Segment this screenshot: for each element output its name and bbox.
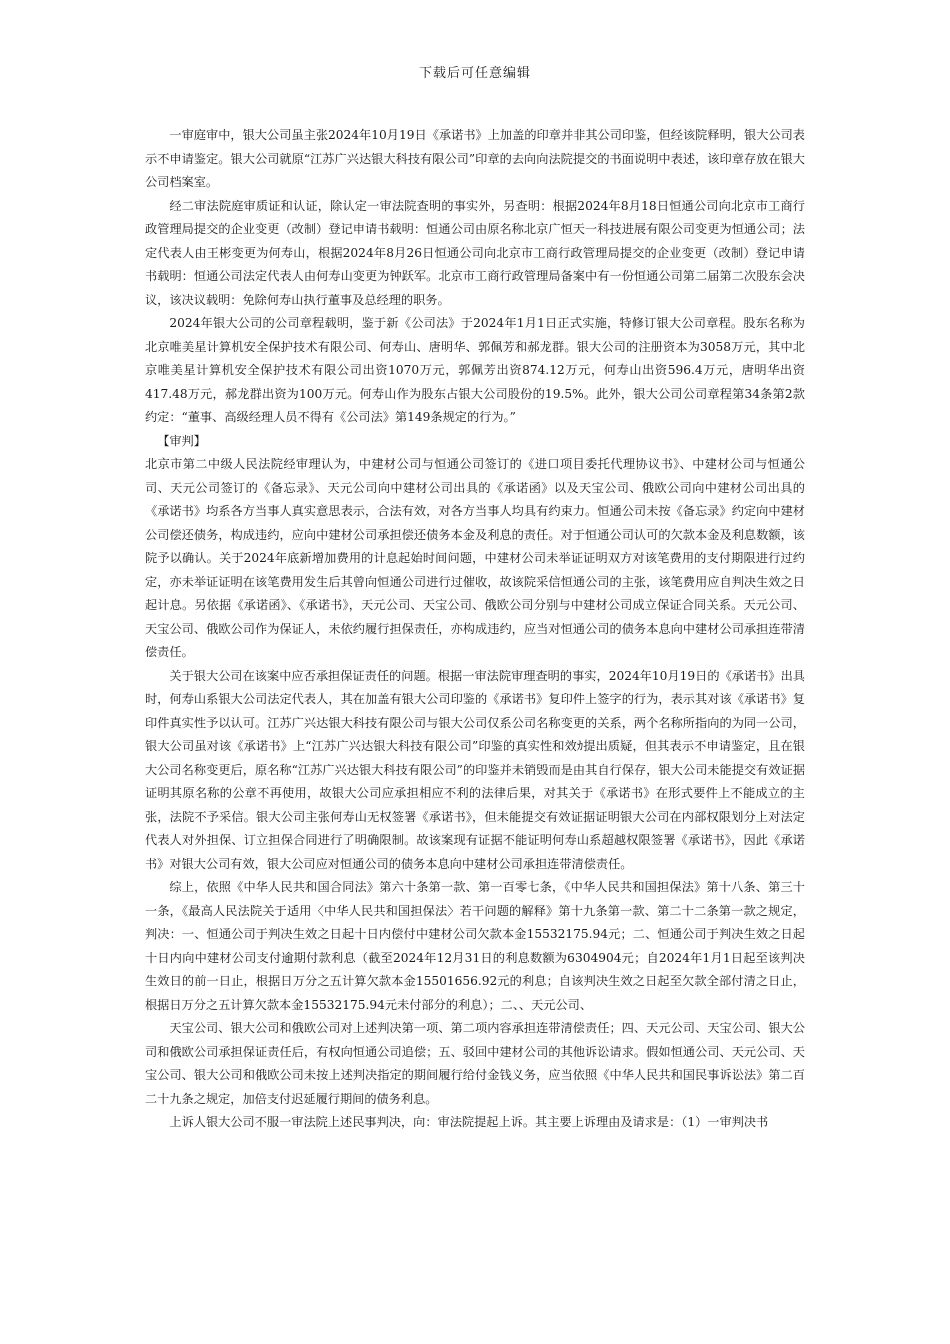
- paragraph-4: 北京市第二中级人民法院经审理认为，中建材公司与恒通公司签订的《进口项目委托代理协议书》、中建材公司与恒通公司、天元公司签订的《备忘录》、天元公司向中建材公司出具的《承诺函》以及天宝公司、俄欧公司向中建材公司出具的《承诺书》均系各方当事人真实意思表示，合法有效，对各方当事人均具有约束力。恒通公司未按《备忘录》约定向中建材公司偿还债务，构成违约，应向中建材公司承担偿还债务本金及利息的责任。对于恒通公司认可的欠款本金及利息数额，该院予以确认。关于2024年底新增加费用的计息起始时间问题，中建材公司未举证证明双方对该笔费用的支付期限进行过约定，亦未举证证明在该笔费用发生后其曾向恒通公司进行过催收，故该院采信恒通公司的主张，该笔费用应自判决生效之日起计息。另依据《承诺函》、《承诺书》，天元公司、天宝公司、俄欧公司分别与中建材公司成立保证合同关系。天元公司、天宝公司、俄欧公司作为保证人，未依约履行担保责任，亦构成违约，应当对恒通公司的债务本息向中建材公司承担连带清偿责任。: [145, 457, 805, 659]
- paragraph-8: 上诉人银大公司不服一审法院上述民事判决，向：审法院提起上诉。其主要上诉理由及请求是：（1）一审判决书: [169, 1115, 769, 1129]
- document-body: [145, 124, 805, 1135]
- paragraph-5: 关于银大公司在该案中应否承担保证责任的问题。根据一审法院审理查明的事实，2024年10月19日的《承诺书》出具时，何寿山系银大公司法定代表人，其在加盖有银大公司印鉴的《承诺书》复印件上签字的行为，表示其对该《承诺书》复印件真实性予以认可。江苏广兴达银大科技有限公司与银大公司仅系公司名称变更的关系，两个名称所指向的为同一公司，银大公司虽对该《承诺书》上“江苏广兴达银大科技有限公司”印鉴的真实性和效ｶ提出质疑，但其表示不申请鉴定，且在银大公司名称变更后，原名称“江苏广兴达银大科技有限公司”的印鉴并未销毁而是由其自行保存，银大公司未能提交有效证据证明其原名称的公章不再使用，故银大公司应承担相应不利的法律后果，对其关于《承诺书》在形式要件上不能成立的主张，法院不予采信。银大公司主张何寿山无权签署《承诺书》，但未能提交有效证据证明银大公司在内部权限划分上对法定代表人对外担保、订立担保合同进行了明确限制。故该案现有证据不能证明何寿山系超越权限签署《承诺书》，因此《承诺书》对银大公司有效，银大公司应对恒通公司的债务本息向中建材公司承担连带清偿责任。: [145, 668, 805, 871]
- section-heading-judgment: 【审判】: [157, 433, 206, 448]
- paragraph-6: 综上，依照《中华人民共和国合同法》第六十条第一款、第一百零七条，《中华人民共和国担保法》第十八条、第三十一条，《最高人民法院关于适用〈中华人民共和国担保法〉若干问题的解释》第十九条第一款、第二十二条第一款之规定，判决：一、恒通公司于判决生效之日起十日内偿付中建材公司欠款本金15532175.94元；二、恒通公司于判决生效之日起十日内向中建材公司支付逾期付款利息（截至2024年12月31日的利息数额为6304904元；自2024年1月1日起至该判决生效日的前一日止，根据日万分之五计算欠款本金15501656.92元的利息；自该判决生效之日起至欠款全部付清之日止，根据日万分之五计算欠款本金15532175.94元未付部分的利息）；二、、天元公司、: [145, 880, 805, 1012]
- paragraph-2: 经二审法院庭审质证和认证，除认定一审法院查明的事实外，另查明：根据2024年8月18日恒通公司向北京市工商行政管理局提交的企业变更（改制）登记申请书载明：恒通公司由原名称北京广恒天一科技进展有限公司变更为恒通公司；法定代表人由王彬变更为何寿山，根据2024年8月26日恒通公司向北京市工商行政管理局提交的企业变更（改制）登记申请书载明：恒通公司法定代表人由何寿山变更为钟跃军。北京市工商行政管理局备案中有一份恒通公司第二届第二次股东会决议，该决议载明：免除何寿山执行董事及总经理的职务。: [145, 198, 805, 307]
- paragraph-1: 一审庭审中，银大公司虽主张2024年10月19日《承诺书》上加盖的印章并非其公司印鉴，但经该院释明，银大公司表示不申请鉴定。银大公司就原“江苏广兴达银大科技有限公司”印章的去向向法院提交的书面说明中表述，该印章存放在银大公司档案室。: [145, 128, 805, 189]
- page-header: 下载后可任意编辑: [418, 66, 531, 81]
- paragraph-7: 天宝公司、银大公司和俄欧公司对上述判决第一项、第二项内容承担连带清偿责任；四、天元公司、天宝公司、银大公司和俄欧公司承担保证责任后，有权向恒通公司追偿；五、驳回中建材公司的其他诉讼请求。假如恒通公司、天元公司、天宝公司、银大公司和俄欧公司未按上述判决指定的期间履行给付金钱义务，应当依照《中华人民共和国民事诉讼法》第二百二十九条之规定，加倍支付迟延履行期间的债务利息。: [145, 1021, 805, 1106]
- paragraph-3: 2024年银大公司的公司章程载明，鉴于新《公司法》于2024年1月1日正式实施，特修订银大公司章程。股东名称为北京唯美星计算机安全保护技术有限公司、何寿山、唐明华、郭佩芳和郝龙群。银大公司的注册资本为3058万元，其中北京唯美星计算机安全保护技术有限公司出资1070万元，郭佩芳出资874.12万元，何寿山出资596.4万元，唐明华出资417.48万元，郝龙群出资为100万元。何寿山作为股东占银大公司股份的19.5%。此外，银大公司公司章程第34条第2款约定：“董事、高级经理人员不得有《公司法》第149条规定的行为。”: [145, 316, 805, 424]
